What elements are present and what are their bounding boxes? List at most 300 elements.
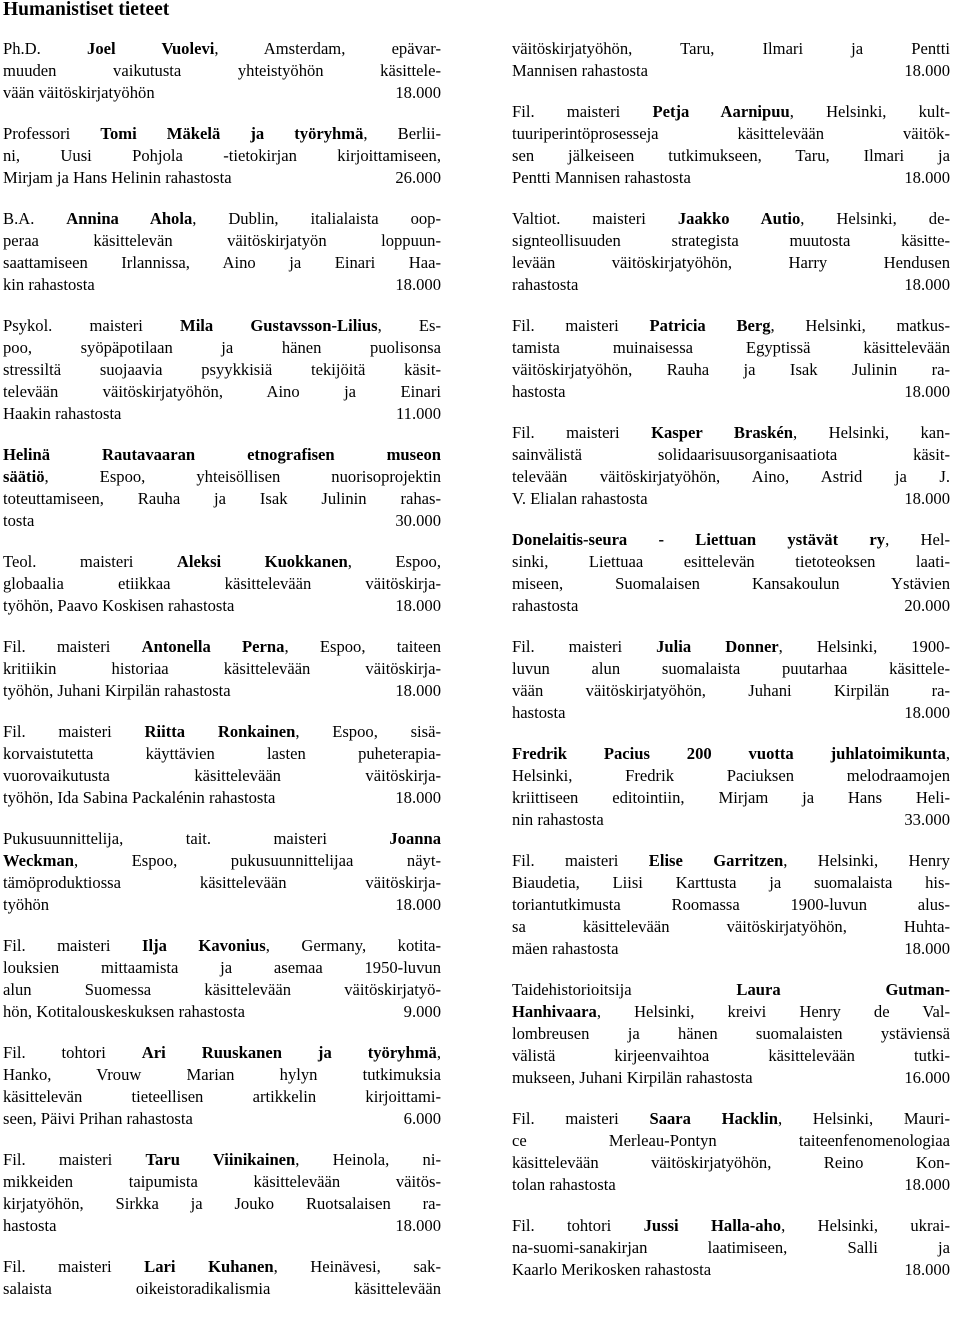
entry-line-text — [3, 595, 234, 617]
grant-entry — [512, 743, 950, 831]
entry-line — [512, 359, 950, 381]
grant-amount: 26.000 — [395, 168, 441, 187]
grant-amount: 18.000 — [395, 895, 441, 914]
grant-entry — [3, 123, 441, 189]
entry-line — [3, 721, 441, 743]
recipient-name: Tomi Mäkelä ja työryhmä — [100, 124, 364, 143]
entry-text: Hanko, Vrouw Marian hylyn tutkimuksia — [3, 1065, 441, 1084]
entry-text: Fil. maisteri — [512, 102, 653, 121]
entry-text: tuuriperintöprosesseja käsittelevään väitök- — [512, 124, 950, 143]
recipient-name: Elise Garritzen — [648, 851, 784, 870]
entry-text: , Berlii- — [363, 124, 441, 143]
grant-entry — [512, 38, 950, 82]
entry-text: ni, Uusi Pohjola -tietokirjan kirjoittamiseen, — [3, 146, 441, 165]
grant-entry — [512, 1108, 950, 1196]
entry-line-text — [512, 274, 578, 296]
recipient-name: Fredrik Pacius 200 vuotta juhlatoimikunta — [512, 744, 946, 763]
entry-text: seen, Päivi Prihan rahastosta — [3, 1109, 193, 1128]
entry-text: toteuttamiseen, Rauha ja Isak Julinin rahas- — [3, 489, 441, 508]
entry-line — [512, 872, 950, 894]
recipient-name: Julia Donner — [656, 637, 779, 656]
entry-text: poo, syöpäpotilaan ja hänen puolisonsa — [3, 338, 441, 357]
entry-text: V. Elialan rahastosta — [512, 489, 648, 508]
grant-entry — [3, 828, 441, 916]
entry-line — [512, 1045, 950, 1067]
entry-line — [512, 938, 950, 960]
entry-line — [3, 510, 441, 532]
entry-text: väitöskirjatyöhön, Rauha ja Isak Julinin ra- — [512, 360, 950, 379]
entry-text: , Amsterdam, epävar- — [214, 39, 441, 58]
entry-line — [3, 60, 441, 82]
entry-text: Fil. maisteri — [512, 637, 657, 656]
entry-text: , Heinävesi, sak- — [273, 1257, 441, 1276]
entry-line — [512, 1067, 950, 1089]
entry-line — [512, 1108, 950, 1130]
entry-text: hön, Kotitalouskeskuksen rahastosta — [3, 1002, 245, 1021]
entry-text: , Helsinki, de- — [800, 209, 950, 228]
entry-text: Kaarlo Merikosken rahastosta — [512, 1260, 712, 1279]
entry-text: , Helsinki, kult- — [789, 102, 950, 121]
entry-text: globaalia etiikkaa käsittelevään väitöskirja- — [3, 574, 441, 593]
entry-text: työhön, Paavo Koskisen rahastosta — [3, 596, 235, 615]
entry-text: mäen rahastosta — [512, 939, 619, 958]
grant-entry — [3, 38, 441, 104]
left-column — [3, 38, 441, 1319]
entry-text: , Es- — [377, 316, 441, 335]
entry-line — [3, 935, 441, 957]
entry-text: kirjatyöhön, Sirkka ja Jouko Ruotsalaisen ra- — [3, 1194, 441, 1213]
entry-text: hastosta — [3, 1216, 57, 1235]
entry-text: kritiikin historiaa käsittelevään väitöskirja- — [3, 659, 441, 678]
entry-text: , Helsinki, 1900- — [778, 637, 950, 656]
grant-amount: 18.000 — [904, 61, 950, 80]
entry-text: Professori — [3, 124, 101, 143]
entry-line — [512, 658, 950, 680]
entry-line-text — [3, 1215, 56, 1237]
entry-line — [512, 422, 950, 444]
entry-line — [3, 850, 441, 872]
entry-line-text — [3, 787, 275, 809]
entry-line-text — [3, 510, 34, 532]
entry-text: rahastosta — [512, 596, 579, 615]
entry-text: ce Merleau-Pontyn taiteenfenomenologiaa — [512, 1131, 950, 1150]
entry-text: tämöproduktiossa käsittelevään väitöskirja- — [3, 873, 441, 892]
entry-line — [512, 337, 950, 359]
entry-line — [3, 1171, 441, 1193]
entry-line — [512, 230, 950, 252]
grant-entry — [512, 529, 950, 617]
entry-line — [512, 573, 950, 595]
entry-text: salaista oikeistoradikalismia käsittelevään — [3, 1279, 441, 1298]
entry-line — [3, 894, 441, 916]
entry-text: mikkeiden taipumista käsittelevään väitös- — [3, 1172, 441, 1191]
entry-line — [3, 1193, 441, 1215]
entry-line — [3, 957, 441, 979]
entry-text: korvaistutetta käyttävien lasten puheterapia- — [3, 744, 441, 763]
entry-text: Fil. tohtori — [512, 1216, 644, 1235]
entry-text: Fil. maisteri — [512, 316, 650, 335]
entry-text: Fil. maisteri — [3, 936, 143, 955]
entry-text: stressiltä suojaavia psyykkisiä tekijöitä käsit- — [3, 360, 441, 379]
entry-line — [512, 1174, 950, 1196]
entry-line — [512, 1001, 950, 1023]
entry-text: rahastosta — [512, 275, 579, 294]
grant-entry — [3, 721, 441, 809]
entry-line — [3, 1278, 441, 1300]
entry-text: , Helsinki, kreivi Henry de Val- — [596, 1002, 950, 1021]
grant-entry — [3, 208, 441, 296]
entry-line — [512, 1152, 950, 1174]
entry-line — [3, 787, 441, 809]
grant-entry — [512, 850, 950, 960]
recipient-name: Aleksi Kuokkanen — [176, 552, 348, 571]
grant-amount: 18.000 — [395, 83, 441, 102]
recipient-name: Joanna — [389, 829, 441, 848]
grant-entry — [3, 1256, 441, 1300]
entry-text: peraa käsittelevän väitöskirjatyön loppuun- — [3, 231, 441, 250]
entry-text: Fil. maisteri — [512, 423, 652, 442]
entry-text: na-suomi-sanakirjan laatimiseen, Salli ja — [512, 1238, 950, 1257]
entry-line-text — [3, 1001, 245, 1023]
entry-text: , Espoo, yhteisöllisen nuorisoprojektin — [44, 467, 441, 486]
entry-text: , Espoo, taiteen — [284, 637, 441, 656]
entry-text: Fil. maisteri — [3, 722, 145, 741]
entry-line — [3, 1042, 441, 1064]
entry-text: Haakin rahastosta — [3, 404, 122, 423]
entry-text: Biaudetia, Liisi Karttusta ja suomalaista his- — [512, 873, 950, 892]
recipient-name: Jaakko Autio — [677, 209, 801, 228]
grant-amount: 18.000 — [904, 382, 950, 401]
entry-text: televään väitöskirjatyöhön, Aino, Astrid ja J. — [512, 467, 950, 486]
grant-entry — [512, 422, 950, 510]
entry-line — [512, 1259, 950, 1281]
grant-entry — [3, 636, 441, 702]
entry-line — [512, 916, 950, 938]
entry-line — [3, 315, 441, 337]
entry-text: , Espoo, pukusuunnittelijaa näyt- — [74, 851, 441, 870]
entry-text: Psykol. maisteri — [3, 316, 181, 335]
entry-line — [3, 230, 441, 252]
entry-text: Fil. maisteri — [512, 851, 649, 870]
grant-amount: 20.000 — [904, 596, 950, 615]
entry-line — [512, 1215, 950, 1237]
entry-line — [512, 381, 950, 403]
entry-text: signteollisuuden strategista muutosta käsitte- — [512, 231, 950, 250]
entry-line — [512, 702, 950, 724]
entry-line-text — [512, 938, 618, 960]
recipient-name: Annina Ahola — [66, 209, 193, 228]
entry-text: Ph.D. — [3, 39, 88, 58]
entry-line — [3, 337, 441, 359]
entry-line — [512, 595, 950, 617]
recipient-name: Antonella Perna — [141, 637, 285, 656]
grant-entry — [3, 1149, 441, 1237]
entry-line — [3, 403, 441, 425]
entry-text: mukseen, Juhani Kirpilän rahastosta — [512, 1068, 753, 1087]
grant-amount: 18.000 — [395, 1216, 441, 1235]
entry-text: lombreusen ja hänen suomalaisten ystäviensä — [512, 1024, 950, 1043]
entry-text: Helsinki, Fredrik Paciuksen melodraamojen — [512, 766, 950, 785]
grant-amount: 18.000 — [395, 596, 441, 615]
entry-text: hastosta — [512, 703, 566, 722]
entry-line — [512, 680, 950, 702]
entry-line-text — [3, 274, 95, 296]
entry-line — [3, 274, 441, 296]
entry-text: , Espoo, sisä- — [295, 722, 441, 741]
recipient-name: säätiö — [3, 467, 45, 486]
entry-line-text — [3, 167, 232, 189]
entry-text: hastosta — [512, 382, 566, 401]
grant-entry — [512, 636, 950, 724]
grant-amount: 18.000 — [395, 681, 441, 700]
recipient-name: Helinä Rautavaaran etnografisen museon — [3, 445, 441, 464]
entry-text: vään väitöskirjatyöhön, Juhani Kirpilän ra- — [512, 681, 950, 700]
entry-line-text — [3, 1279, 441, 1298]
entry-line — [3, 38, 441, 60]
entry-text: sa käsittelevään väitöskirjatyöhön, Huhta- — [512, 917, 950, 936]
grant-entry — [512, 979, 950, 1089]
entry-text: alun Suomessa käsittelevään väitöskirjatyö- — [3, 980, 441, 999]
entry-line — [3, 551, 441, 573]
recipient-name: Riitta Ronkainen — [144, 722, 296, 741]
grant-amount: 33.000 — [904, 810, 950, 829]
page-heading: Humanistiset tieteet — [3, 0, 170, 20]
entry-line-text — [512, 1067, 753, 1089]
grant-amount: 16.000 — [904, 1068, 950, 1087]
entry-line — [3, 381, 441, 403]
right-column — [512, 38, 950, 1300]
entry-line — [3, 167, 441, 189]
entry-text: tosta — [3, 511, 35, 530]
entry-text: , Germany, kotita- — [265, 936, 441, 955]
recipient-name: Laura Gutman- — [736, 980, 950, 999]
entry-line — [3, 145, 441, 167]
grant-amount: 18.000 — [904, 703, 950, 722]
entry-text: B.A. — [3, 209, 67, 228]
entry-line — [512, 252, 950, 274]
recipient-name: Petja Aarnipuu — [652, 102, 790, 121]
entry-line — [3, 1256, 441, 1278]
recipient-name: Ilja Kavonius — [142, 936, 266, 955]
entry-line — [3, 1215, 441, 1237]
entry-line — [512, 1237, 950, 1259]
recipient-name: Jussi Halla-aho — [643, 1216, 782, 1235]
entry-line-text — [512, 167, 691, 189]
entry-text: tamista muinaisessa Egyptissä käsittelevään — [512, 338, 950, 357]
entry-line-text — [3, 680, 231, 702]
entry-text: vuorovaikutusta käsittelevään väitöskirja- — [3, 766, 441, 785]
entry-line — [3, 680, 441, 702]
entry-text: Taidehistorioitsija — [512, 980, 737, 999]
entry-text: muuden vaikutusta yhteistyöhön käsittele- — [3, 61, 441, 80]
entry-line — [512, 894, 950, 916]
entry-text: , Heinola, ni- — [295, 1150, 441, 1169]
entry-line — [512, 315, 950, 337]
entry-line — [512, 101, 950, 123]
entry-line — [3, 1064, 441, 1086]
entry-text: televään väitöskirjatyöhön, Aino ja Einari — [3, 382, 441, 401]
grant-amount: 18.000 — [395, 275, 441, 294]
entry-line — [512, 743, 950, 765]
grant-entry — [3, 444, 441, 532]
grant-amount: 9.000 — [403, 1002, 441, 1021]
entry-text: tolan rahastosta — [512, 1175, 616, 1194]
grant-entry — [3, 935, 441, 1023]
entry-text: käsittelevän tieteellisen artikkelin kirjoittami- — [3, 1087, 441, 1106]
entry-text: luvun alun suomalaista puutarhaa käsittele- — [512, 659, 950, 678]
entry-line — [512, 529, 950, 551]
recipient-name: Joel Vuolevi — [87, 39, 215, 58]
grant-entry — [3, 315, 441, 425]
entry-line — [512, 765, 950, 787]
entry-text: sinki, Liettuaa esittelevän tietoteoksen laati- — [512, 552, 950, 571]
entry-line — [3, 252, 441, 274]
entry-line-text — [512, 702, 565, 724]
recipient-name: Hanhivaara — [512, 1002, 597, 1021]
entry-line — [512, 787, 950, 809]
recipient-name: Kasper Braskén — [651, 423, 793, 442]
grant-entry — [512, 315, 950, 403]
entry-text: saattamiseen Irlannissa, Aino ja Einari Haa- — [3, 253, 441, 272]
entry-line — [512, 145, 950, 167]
entry-line — [512, 466, 950, 488]
recipient-name: Weckman — [3, 851, 74, 870]
entry-text: louksien mittaamista ja asemaa 1950-luvun — [3, 958, 441, 977]
entry-line — [3, 208, 441, 230]
recipient-name: Taru Viinikainen — [145, 1150, 296, 1169]
entry-text: , Helsinki, matkus- — [770, 316, 950, 335]
entry-line — [512, 167, 950, 189]
entry-text: vään väitöskirjatyöhön — [3, 83, 155, 102]
entry-line — [512, 551, 950, 573]
entry-line — [512, 488, 950, 510]
grant-entry — [512, 208, 950, 296]
grant-entry — [512, 1215, 950, 1281]
grant-amount: 18.000 — [904, 1175, 950, 1194]
grant-entry — [512, 101, 950, 189]
grant-amount: 18.000 — [904, 275, 950, 294]
entry-text: , Helsinki, Henry — [783, 851, 950, 870]
entry-text: sen jälkeiseen tutkimukseen, Taru, Ilmari ja — [512, 146, 950, 165]
entry-line — [3, 488, 441, 510]
entry-text: nin rahastosta — [512, 810, 604, 829]
grant-entry — [3, 551, 441, 617]
entry-line — [3, 658, 441, 680]
entry-text: käsittelevään väitöskirjatyöhön, Reino Kon- — [512, 1153, 950, 1172]
entry-text: Mirjam ja Hans Helinin rahastosta — [3, 168, 232, 187]
entry-line — [3, 573, 441, 595]
entry-text: Fil. maisteri — [3, 1257, 145, 1276]
recipient-name: Ari Ruuskanen ja työryhmä — [141, 1043, 437, 1062]
entry-text: Fil. tohtori — [3, 1043, 142, 1062]
entry-text: , Espoo, — [347, 552, 441, 571]
entry-line-text — [512, 809, 604, 831]
entry-line — [512, 274, 950, 296]
entry-line — [3, 123, 441, 145]
entry-text: välistä kirjeenvaihtoa käsittelevään tutki- — [512, 1046, 950, 1065]
recipient-name: Saara Hacklin — [649, 1109, 778, 1128]
recipient-name: Lari Kuhanen — [144, 1257, 274, 1276]
entry-line — [3, 444, 441, 466]
grant-amount: 18.000 — [904, 939, 950, 958]
grant-amount: 18.000 — [395, 788, 441, 807]
grant-amount: 18.000 — [904, 168, 950, 187]
entry-line-text — [512, 595, 578, 617]
entry-text: Valtiot. maisteri — [512, 209, 678, 228]
recipient-name: Mila Gustavsson-Lilius — [180, 316, 378, 335]
entry-line — [512, 60, 950, 82]
entry-line — [3, 1149, 441, 1171]
entry-text: , Helsinki, ukrai- — [781, 1216, 950, 1235]
entry-text: levään väitöskirjatyöhön, Harry Hendusen — [512, 253, 950, 272]
entry-line — [3, 979, 441, 1001]
entry-text: kin rahastosta — [3, 275, 95, 294]
entry-text: työhön, Juhani Kirpilän rahastosta — [3, 681, 231, 700]
entry-line — [512, 636, 950, 658]
entry-text: , Helsinki, kan- — [792, 423, 950, 442]
entry-line — [512, 1130, 950, 1152]
grant-amount: 18.000 — [904, 489, 950, 508]
grant-amount: 18.000 — [904, 1260, 950, 1279]
entry-line — [3, 1086, 441, 1108]
entry-line — [3, 636, 441, 658]
grant-entry — [3, 1042, 441, 1130]
grant-amount: 30.000 — [395, 511, 441, 530]
entry-line-text — [512, 1259, 711, 1281]
entry-line-text — [512, 488, 648, 510]
entry-text: työhön, Ida Sabina Packalénin rahastosta — [3, 788, 276, 807]
entry-text: , Hel- — [885, 530, 950, 549]
entry-text: kriittiseen editointiin, Mirjam ja Hans Heli- — [512, 788, 950, 807]
entry-line — [512, 809, 950, 831]
grant-amount: 11.000 — [395, 404, 441, 423]
entry-text: työhön — [3, 895, 50, 914]
grant-amount: 6.000 — [403, 1109, 441, 1128]
entry-text: Fil. maisteri — [3, 1150, 146, 1169]
entry-line — [512, 208, 950, 230]
entry-text: Pukusuunnittelija, tait. maisteri — [3, 829, 390, 848]
entry-line — [512, 850, 950, 872]
entry-line — [3, 595, 441, 617]
entry-line — [3, 466, 441, 488]
entry-text: väitöskirjatyöhön, Taru, Ilmari ja Pentti — [512, 39, 950, 58]
entry-line — [512, 1023, 950, 1045]
entry-line — [3, 765, 441, 787]
entry-line-text — [3, 894, 49, 916]
entry-text: , — [945, 744, 950, 763]
entry-line-text — [512, 381, 565, 403]
entry-text: Mannisen rahastosta — [512, 61, 648, 80]
entry-line-text — [3, 1108, 193, 1130]
recipient-name: Donelaitis-seura - Liettuan ystävät ry — [512, 530, 886, 549]
entry-line — [512, 123, 950, 145]
entry-line — [3, 1108, 441, 1130]
entry-text: Fil. maisteri — [512, 1109, 650, 1128]
entry-line — [3, 82, 441, 104]
entry-line — [3, 743, 441, 765]
entry-text: , Helsinki, Mauri- — [777, 1109, 950, 1128]
entry-text: , Dublin, italialaista oop- — [192, 209, 441, 228]
entry-text: Teol. maisteri — [3, 552, 177, 571]
entry-text: miseen, Suomalaisen Kansakoulun Ystävien — [512, 574, 950, 593]
entry-text: toriantutkimusta Roomassa 1900-luvun alus- — [512, 895, 950, 914]
entry-line — [3, 828, 441, 850]
entry-line — [3, 359, 441, 381]
entry-line-text — [512, 1174, 616, 1196]
entry-line — [3, 872, 441, 894]
entry-text: sainvälistä solidaarisuusorganisaatiota käsit- — [512, 445, 950, 464]
entry-text: , — [436, 1043, 441, 1062]
